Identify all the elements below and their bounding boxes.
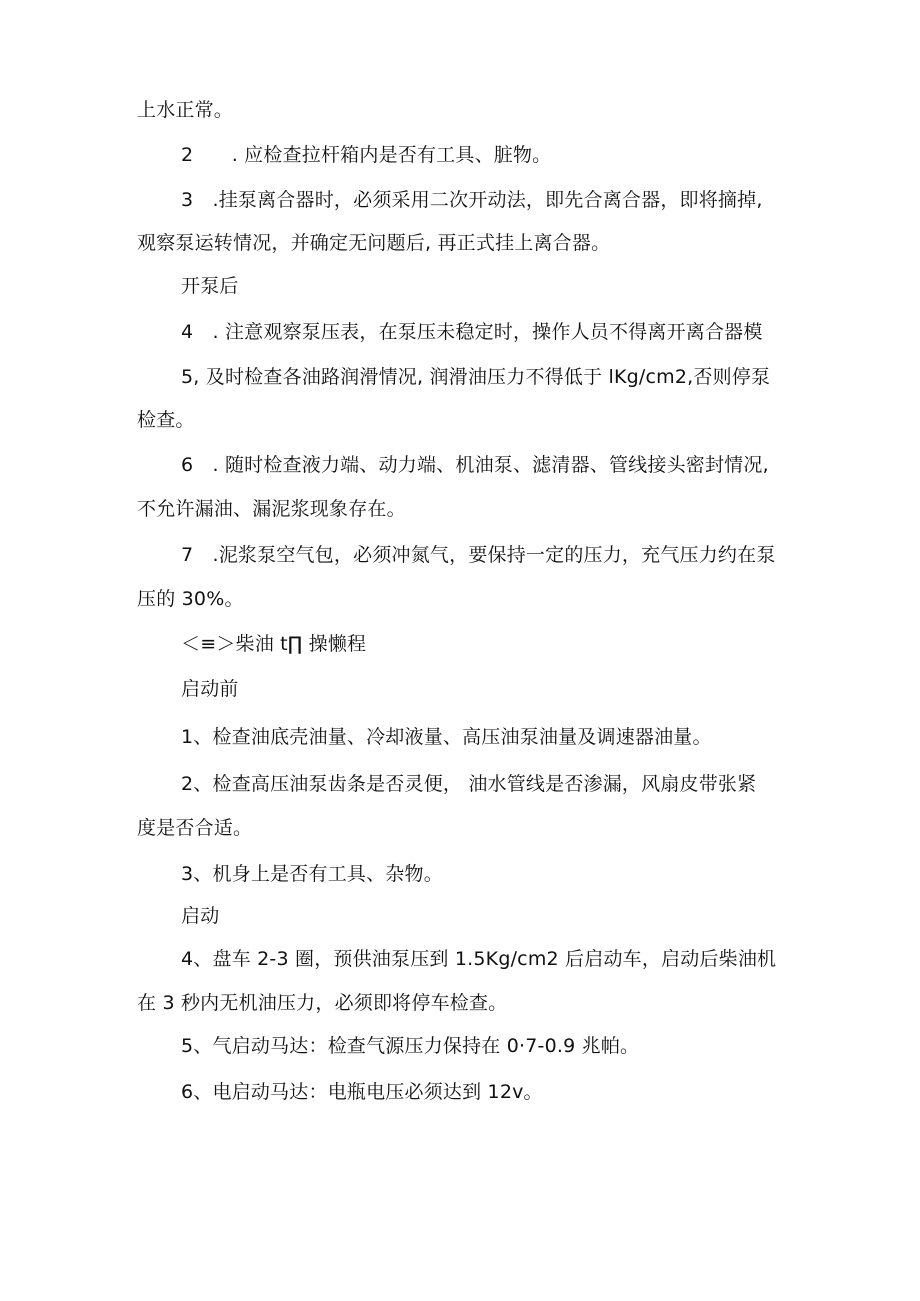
text-line: 检查。 — [137, 409, 195, 431]
text-line: 6、电启动马达：电瓶电压必须达到 12v。 — [181, 1081, 543, 1103]
text-line: 5、气启动马达：检查气源压力保持在 0·7-0.9 兆帕。 — [181, 1035, 640, 1057]
text-line: 1、检查油底壳油量、冷却液量、高压油泵油量及调速器油量。 — [181, 726, 712, 748]
text-line: 在 3 秒内无机油压力，必须即将停车检查。 — [137, 992, 508, 1014]
section-heading: 启动前 — [181, 678, 239, 700]
text-line: 4 . 注意观察泵压表，在泵压未稳定时，操作人员不得离开离合器模 — [181, 321, 763, 343]
text-line: 不允许漏油、漏泥浆现象存在。 — [137, 498, 406, 520]
text-line: 3 .挂泵离合器时，必须采用二次开动法，即先合离合器，即将摘掉, — [181, 189, 763, 211]
text-line: 4、盘车 2-3 圈，预供油泵压到 1.5Kg∕cm2 后启动车，启动后柴油机 — [181, 948, 777, 970]
text-line: 7 .泥浆泵空气包，必须冲氮气，要保持一定的压力，充气压力约在泵 — [181, 544, 776, 566]
text-line: 观察泵运转情况，并确定无问题后, 再正式挂上离合器。 — [137, 232, 611, 254]
text-line: 5, 及时检查各油路润滑情况, 润滑油压力不得低于 lKg∕cm2,否则停泵 — [181, 366, 771, 388]
text-line: 3、机身上是否有工具、杂物。 — [181, 863, 443, 885]
chapter-heading: ＜≡＞柴油 t∏ 操懒程 — [181, 633, 367, 655]
text-line: 2、检查高压油泵齿条是否灵便， 油水管线是否渗漏，风扇皮带张紧 — [181, 773, 757, 795]
section-heading: 启动 — [181, 905, 220, 927]
text-line: 2 . 应检查拉杆箱内是否有工具、脏物。 — [181, 144, 552, 166]
text-line: 压的 30%。 — [137, 588, 244, 610]
text-line: 上水正常。 — [137, 99, 234, 121]
text-line: 度是否合适。 — [137, 817, 253, 839]
section-heading: 开泵后 — [181, 275, 239, 297]
text-line: 6 . 随时检查液力端、动力端、机油泵、滤清器、管线接头密封情况, — [181, 454, 769, 476]
